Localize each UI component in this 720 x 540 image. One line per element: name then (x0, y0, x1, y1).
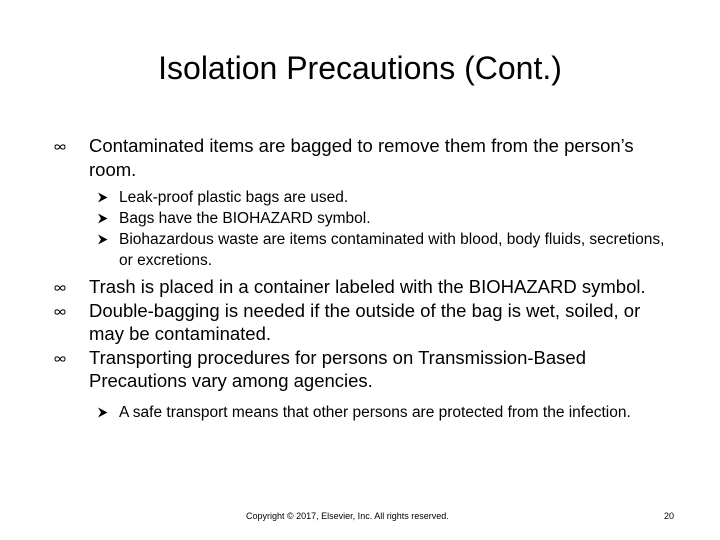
sub-bullet-text: Leak-proof plastic bags are used. (119, 189, 349, 206)
arrowhead-bullet-icon (97, 407, 108, 418)
sub-bullet-item (54, 229, 674, 271)
slide-content (54, 134, 674, 427)
infinity-bullet-icon (54, 284, 66, 292)
infinity-bullet-icon (54, 308, 66, 316)
bullet-text: Transporting procedures for persons on Transmission-Based Precautions vary among agencies. (89, 346, 586, 391)
sub-bullet-list (54, 187, 674, 271)
bullet-item (54, 299, 674, 346)
sub-bullet-list (54, 402, 674, 423)
bullet-text: Trash is placed in a container labeled with the BIOHAZARD symbol. (89, 276, 646, 297)
arrowhead-bullet-icon (97, 234, 108, 245)
sub-bullet-item (54, 208, 674, 229)
sub-bullet-text: A safe transport means that other persons are protected from the infection. (119, 403, 631, 421)
sub-bullet-text: Bags have the BIOHAZARD symbol. (119, 210, 371, 227)
bullet-item (54, 346, 674, 393)
sub-bullet-item (54, 187, 674, 208)
arrowhead-bullet-icon (97, 213, 108, 224)
bullet-item (54, 275, 674, 299)
arrowhead-bullet-icon (97, 192, 108, 203)
bullet-text: Contaminated items are bagged to remove them from the person’s room. (89, 135, 634, 180)
bullet-text: Double-bagging is needed if the outside of the bag is wet, soiled, or may be contaminated. (89, 299, 641, 344)
sub-bullet-text: Biohazardous waste are items contaminated with blood, body fluids, secretions, or excretions. (119, 231, 665, 269)
infinity-bullet-icon (54, 355, 66, 363)
slide-title: Isolation Precautions (Cont.) (158, 50, 562, 86)
sub-bullet-item (54, 402, 674, 423)
infinity-bullet-icon (54, 143, 66, 151)
bullet-item (54, 134, 674, 181)
page-number: 20 (664, 511, 675, 521)
copyright-footer: Copyright © 2017, Elsevier, Inc. All rights reserved. (246, 511, 449, 521)
